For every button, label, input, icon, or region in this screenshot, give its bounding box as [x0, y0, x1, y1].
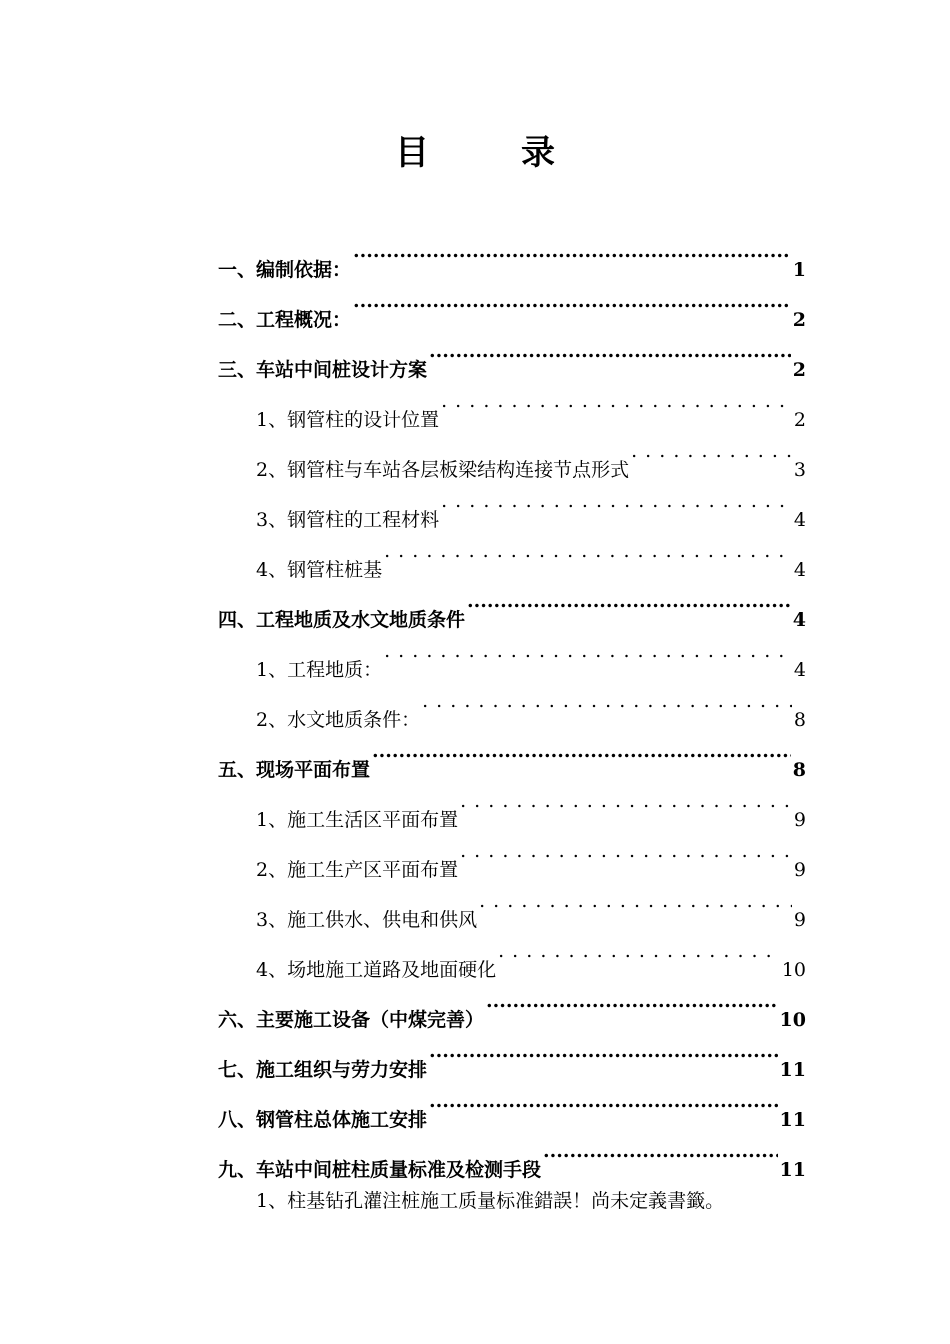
toc-entry-page: 11: [779, 1109, 806, 1131]
toc-entry-page: 4: [793, 509, 806, 531]
toc-entry-page: 1: [792, 259, 806, 281]
toc-entry-label: 二、工程概况：: [218, 309, 352, 331]
toc-entry-page: 4: [792, 609, 806, 631]
dot-leader: [486, 976, 778, 1026]
dot-leader: [498, 926, 780, 976]
dot-leader: [384, 526, 792, 576]
dot-leader: [460, 826, 792, 876]
dot-leader: [422, 676, 792, 726]
toc-entry-page: 10: [781, 959, 806, 981]
toc-entry-label: 1、工程地质：: [256, 659, 383, 681]
dot-leader: [467, 576, 791, 626]
toc-entry-label: 九、车站中间桩柱质量标准及检测手段: [218, 1159, 542, 1181]
toc-entry[interactable]: [218, 226, 806, 281]
toc-entry-label: 4、场地施工道路及地面硬化: [256, 959, 497, 981]
toc-entry-label: 八、钢管柱总体施工安排: [218, 1109, 428, 1131]
toc-entry-label: 四、工程地质及水文地质条件: [218, 609, 466, 631]
toc-entry-page: 4: [793, 559, 806, 581]
toc-entry-label: 五、现场平面布置: [218, 759, 371, 781]
dot-leader: [429, 1026, 778, 1076]
dot-leader: [372, 726, 791, 776]
dot-leader: [441, 476, 792, 526]
toc-entry-label: 2、钢管柱与车站各层板梁结构连接节点形式: [256, 459, 630, 481]
toc-entry-label: 七、施工组织与劳力安排: [218, 1059, 428, 1081]
dot-leader: [353, 226, 791, 276]
toc-entry-page: 9: [793, 809, 806, 831]
toc-entry-page: 8: [792, 759, 806, 781]
toc-entry-label: 1、钢管柱的设计位置: [256, 409, 440, 431]
toc-entry-label: 4、钢管柱桩基: [256, 559, 383, 581]
toc-entry-label: 2、水文地质条件：: [256, 709, 421, 731]
toc-title-char-2: 录: [521, 133, 555, 173]
toc-entry-page: 8: [793, 709, 806, 731]
toc-entry-page: 11: [779, 1159, 806, 1181]
toc-entry-page: 9: [793, 859, 806, 881]
dot-leader: [479, 876, 792, 926]
toc-entry-label: 三、车站中间桩设计方案: [218, 359, 428, 381]
toc-entry-label: 2、施工生产区平面布置: [256, 859, 459, 881]
dot-leader: [353, 276, 791, 326]
toc-entry-page: 2: [792, 309, 806, 331]
toc-title-char-1: 目: [395, 133, 429, 173]
dot-leader: [441, 376, 792, 426]
dot-leader: [631, 426, 792, 476]
toc-entry-label: 3、施工供水、供电和供风: [256, 909, 478, 931]
toc-entry-page: 2: [793, 409, 806, 431]
dot-leader: [429, 1076, 778, 1126]
toc-entry-page: 2: [792, 359, 806, 381]
toc-entry-page: 9: [793, 909, 806, 931]
dot-leader: [460, 776, 792, 826]
toc-entry-label: 3、钢管柱的工程材料: [256, 509, 440, 531]
toc-entry-label: 1、柱基钻孔灌注桩施工质量标准錯誤！尚未定義書籤。: [256, 1190, 725, 1212]
dot-leader: [543, 1126, 778, 1176]
toc-entry-page: 4: [793, 659, 806, 681]
toc-entry-label: 一、编制依据：: [218, 259, 352, 281]
toc-title: [0, 128, 950, 178]
dot-leader: [429, 326, 791, 376]
toc-entry-label: 1、施工生活区平面布置: [256, 809, 459, 831]
dot-leader: [384, 626, 792, 676]
toc-entry-page: 11: [779, 1059, 806, 1081]
toc-entry-page: 10: [779, 1009, 806, 1031]
toc-entry-page: 3: [793, 459, 806, 481]
toc-entry-label: 六、主要施工设备（中煤完善）: [218, 1009, 485, 1031]
toc-subentry-broken-reference[interactable]: [218, 1176, 806, 1226]
toc-list: [218, 226, 806, 1226]
